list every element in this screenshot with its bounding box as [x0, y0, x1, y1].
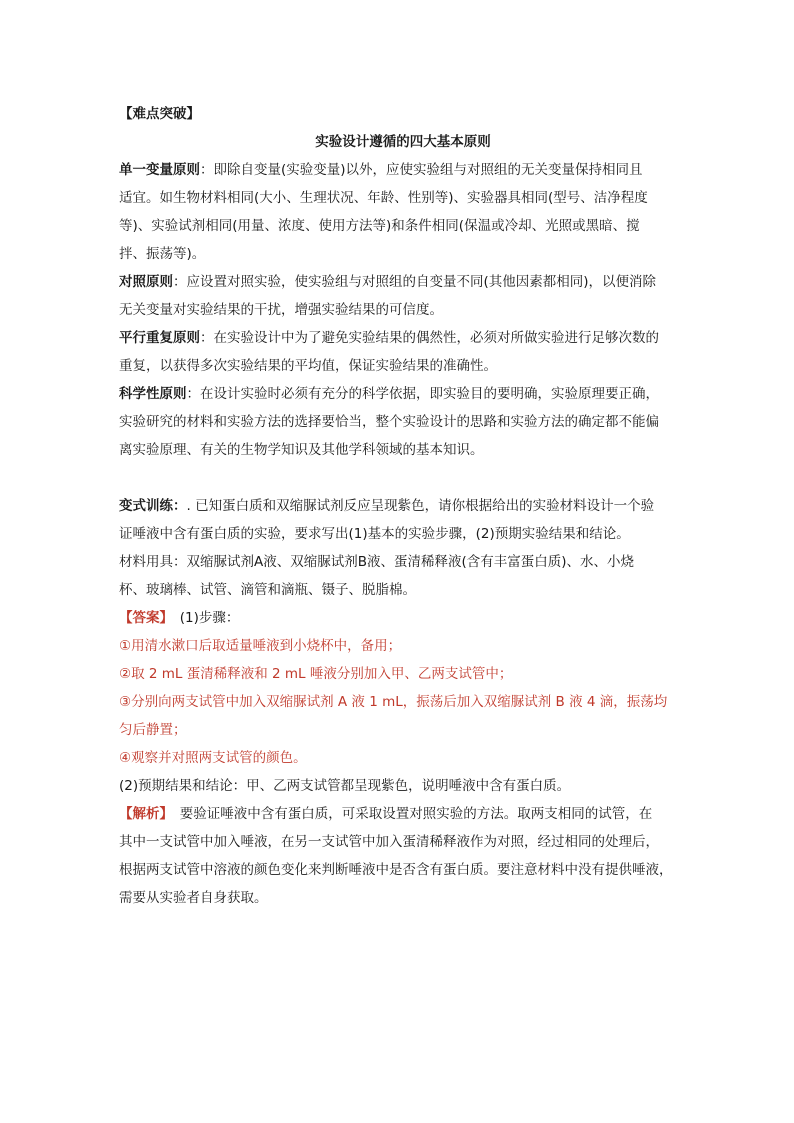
- answer-step: ③分别向两支试管中加入双缩脲试剂 A 液 1 mL，振荡后加入双缩脲试剂 B 液 4 滴，振荡均: [119, 694, 668, 710]
- analysis-text: 根据两支试管中溶液的颜色变化来判断唾液中是否含有蛋白质。要注意材料中没有提供唾液，: [119, 862, 673, 878]
- spacer: [119, 464, 687, 492]
- analysis-paragraph: [119, 800, 687, 828]
- materials-text: 杯、玻璃棒、试管、滴管和滴瓶、镊子、脱脂棉。: [119, 582, 416, 598]
- principle-text: 重复，以获得多次实验结果的平均值，保证实验结果的准确性。: [119, 358, 497, 374]
- answer-intro: (1)步骤：: [166, 610, 240, 626]
- exercise-label: 变式训练：: [119, 498, 187, 514]
- analysis-tag: 【解析】: [119, 806, 167, 822]
- principle-text: 无关变量对实验结果的干扰，增强实验结果的可信度。: [119, 302, 443, 318]
- materials-text: 材料用具：双缩脲试剂A液、双缩脲试剂B液、蛋清稀释液(含有丰富蛋白质)、水、小烧: [119, 554, 635, 570]
- section-tag: 【难点突破】: [119, 106, 200, 122]
- principle-text: ：在设计实验时必须有充分的科学依据，即实验目的要明确，实验原理要正确，: [186, 386, 659, 402]
- exercise-paragraph: [119, 492, 687, 520]
- analysis-text: 要验证唾液中含有蛋白质，可采取设置对照实验的方法。取两支相同的试管，在: [166, 806, 653, 822]
- answer-header: [119, 604, 687, 632]
- answer-step: ②取 2 mL 蛋清稀释液和 2 mL 唾液分别加入甲、乙两支试管中；: [119, 666, 513, 682]
- document-content: [119, 100, 687, 912]
- principle-text: 离实验原理、有关的生物学知识及其他学科领域的基本知识。: [119, 442, 484, 458]
- principle-paragraph: [119, 324, 687, 352]
- principle-paragraph: [119, 380, 687, 408]
- principle-label: 平行重复原则: [119, 330, 200, 346]
- principle-label: 科学性原则: [119, 386, 187, 402]
- analysis-text: 其中一支试管中加入唾液，在另一支试管中加入蛋清稀释液作为对照，经过相同的处理后，: [119, 834, 659, 850]
- principle-label: 对照原则: [119, 274, 173, 290]
- principle-paragraph: [119, 156, 687, 184]
- principle-text: ：在实验设计中为了避免实验结果的偶然性，必须对所做实验进行足够次数的: [200, 330, 659, 346]
- page-title: 实验设计遵循的四大基本原则: [315, 134, 491, 150]
- principle-text: 实验研究的材料和实验方法的选择要恰当，整个实验设计的思路和实验方法的确定都不能偏: [119, 414, 659, 430]
- answer-step: ④观察并对照两支试管的颜色。: [119, 750, 307, 766]
- answer-step: ①用清水漱口后取适量唾液到小烧杯中，备用；: [119, 638, 402, 654]
- answer-result: (2)预期结果和结论：甲、乙两支试管都呈现紫色，说明唾液中含有蛋白质。: [119, 778, 571, 794]
- principle-paragraph: [119, 268, 687, 296]
- principle-text: 适宜。如生物材料相同(大小、生理状况、年龄、性别等)、实验器具相同(型号、洁净程度: [119, 190, 648, 206]
- analysis-text: 需要从实验者自身获取。: [119, 890, 268, 906]
- answer-tag: 【答案】: [119, 610, 167, 626]
- exercise-text: 证唾液中含有蛋白质的实验，要求写出(1)基本的实验步骤，(2)预期实验结果和结论。: [119, 526, 630, 542]
- principle-text: 等)、实验试剂相同(用量、浓度、使用方法等)和条件相同(保温或冷却、光照或黑暗、搅: [119, 218, 640, 234]
- principle-text: ：应设置对照实验，使实验组与对照组的自变量不同(其他因素都相同)，以便消除: [173, 274, 657, 290]
- principle-text: ：即除自变量(实验变量)以外，应使实验组与对照组的无关变量保持相同且: [200, 162, 643, 178]
- answer-step: 匀后静置；: [119, 722, 187, 738]
- exercise-text: . 已知蛋白质和双缩脲试剂反应呈现紫色，请你根据给出的实验材料设计一个验: [186, 498, 655, 514]
- principle-text: 拌、振荡等)。: [119, 246, 206, 262]
- principle-label: 单一变量原则: [119, 162, 200, 178]
